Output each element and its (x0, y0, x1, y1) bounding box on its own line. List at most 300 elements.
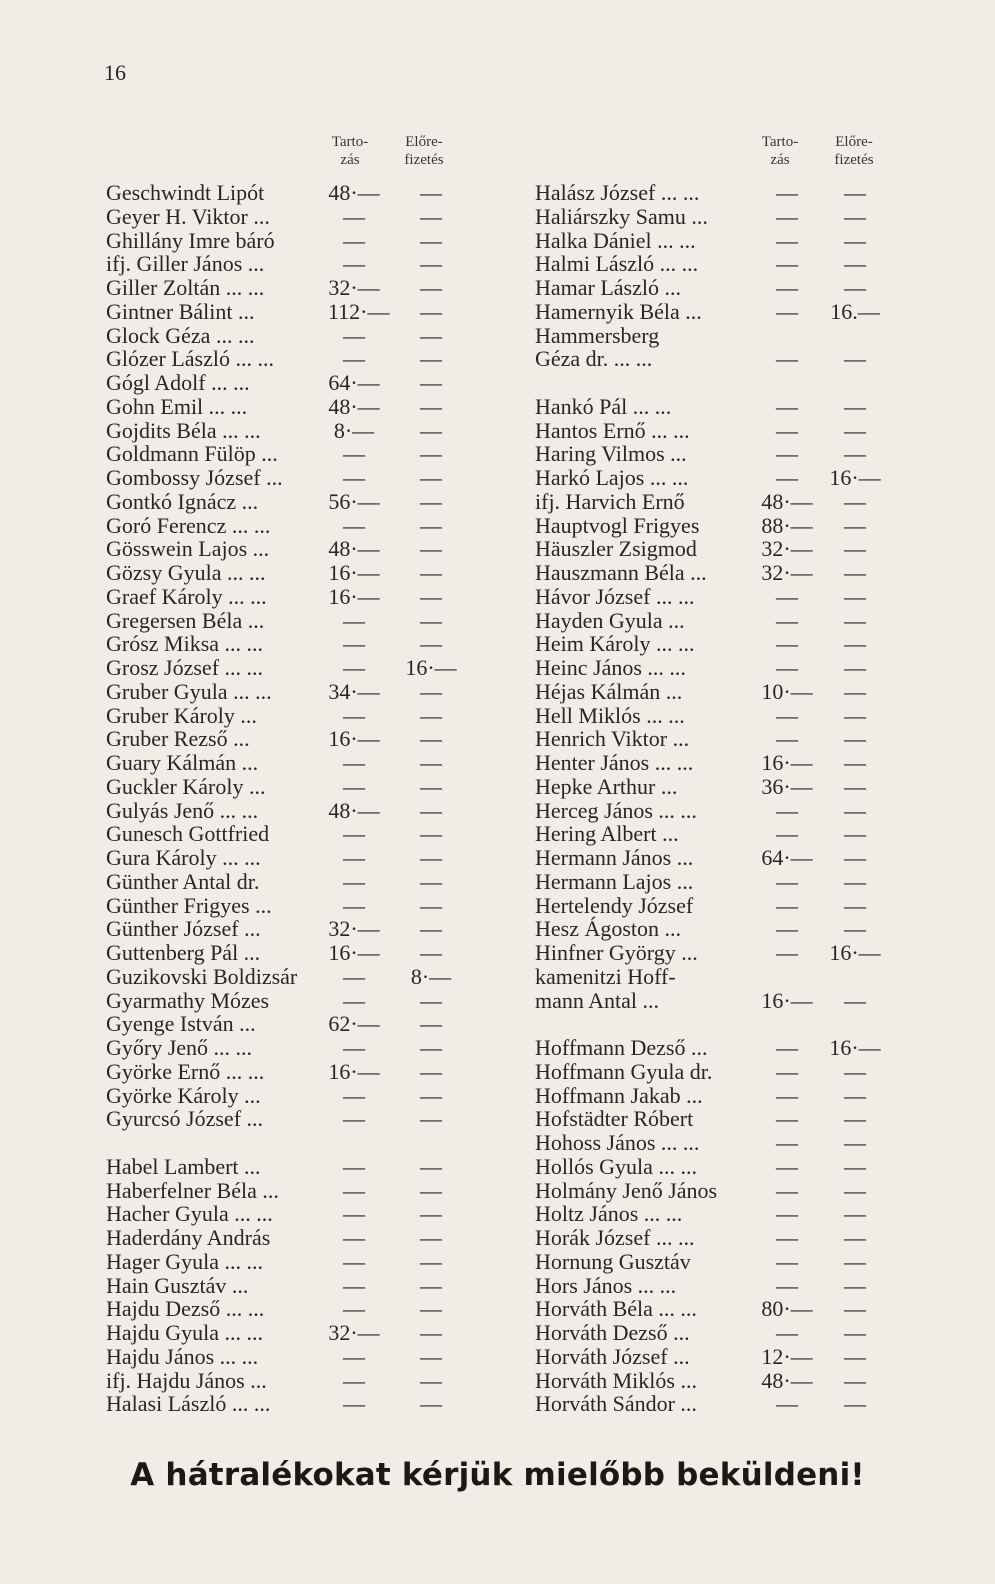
member-name: Hering Albert ... (535, 821, 679, 847)
member-name: Hesz Ágoston ... (535, 916, 682, 942)
member-name: Grosz József ... ... (106, 655, 264, 680)
tartozas-value: — (343, 773, 365, 799)
elofizetes-value: — (420, 987, 442, 1013)
right-member-list (535, 181, 925, 1416)
list-item (535, 1107, 925, 1131)
elofizetes-value: — (420, 773, 442, 799)
member-name: Gojdits Béla ... ... (106, 417, 261, 443)
tartozas-value: — (776, 1320, 798, 1345)
list-item (106, 1084, 506, 1108)
elofizetes-value: — (844, 678, 866, 704)
tartozas-value: — (343, 987, 365, 1013)
elofizetes-value: — (420, 702, 442, 728)
member-name: Halmi László ... ... (535, 251, 699, 277)
tartozas-value: — (776, 868, 798, 894)
tartozas-value: — (776, 1248, 798, 1274)
list-item (535, 1345, 925, 1369)
member-name: ifj. Harvich Ernő (535, 488, 685, 514)
list-item (106, 965, 506, 989)
list-item (106, 1250, 506, 1274)
header-text: fizetés (404, 152, 444, 168)
elofizetes-value: — (420, 1225, 442, 1250)
member-name: Horváth József ... (535, 1343, 690, 1369)
elofizetes-value: — (420, 1272, 442, 1298)
list-item (535, 1369, 925, 1393)
list-item (535, 704, 925, 728)
member-name: Gógl Adolf ... ... (106, 370, 250, 395)
member-name: Horváth Béla ... ... (535, 1296, 697, 1322)
tartozas-value: — (776, 892, 798, 918)
member-name: Hepke Arthur ... (535, 773, 678, 799)
member-name: Hajdu Gyula ... ... (106, 1320, 264, 1345)
header-right-tartozas (750, 133, 810, 169)
elofizetes-value: — (844, 892, 866, 918)
list-item (106, 941, 506, 965)
member-name: Gintner Bálint ... (106, 298, 255, 324)
elofizetes-value: — (844, 1130, 866, 1155)
elofizetes-value: — (420, 868, 442, 894)
member-name: Grósz Miksa ... ... (106, 631, 264, 657)
member-name: Hoffmann Dezső ... (535, 1035, 708, 1060)
member-name: Glózer László ... ... (106, 346, 274, 372)
tartozas-value: 32·— (761, 536, 813, 562)
header-text: fizetés (834, 152, 874, 168)
member-name: Győry Jenő ... ... (106, 1035, 253, 1060)
elofizetes-value: — (420, 821, 442, 847)
elofizetes-value: — (420, 797, 442, 823)
elofizetes-value: — (844, 512, 866, 538)
header-text: Előre- (835, 134, 873, 150)
elofizetes-value: — (420, 465, 442, 490)
list-item (535, 1036, 925, 1060)
list-item (106, 1321, 506, 1345)
member-name: Glock Géza ... ... (106, 322, 255, 348)
member-name: Hohoss János ... ... (535, 1130, 700, 1155)
footer-notice: A hátralékokat kérjük mielőbb beküldeni! (130, 1457, 865, 1493)
member-name: Günther Frigyes ... (106, 892, 272, 918)
tartozas-value: 32·— (761, 560, 813, 585)
list-item (106, 1107, 506, 1131)
tartozas-value: — (343, 1153, 365, 1179)
member-name: Györke Károly ... (106, 1082, 261, 1108)
member-name: Hermann Lajos ... (535, 868, 694, 894)
elofizetes-value: — (844, 631, 866, 657)
member-name: Györke Ernő ... ... (106, 1058, 265, 1084)
list-gap (106, 1131, 506, 1155)
tartozas-value: 64·— (328, 370, 380, 395)
member-name: Heinc János ... ... (535, 655, 686, 680)
list-item (535, 1155, 925, 1179)
list-item (106, 229, 506, 253)
list-item (535, 1202, 925, 1226)
elofizetes-value: — (420, 322, 442, 348)
member-name: Henrich Viktor ... (535, 726, 690, 752)
tartozas-value: — (776, 1391, 798, 1417)
member-name: Hávor József ... ... (535, 583, 695, 609)
tartozas-value: — (776, 631, 798, 657)
list-item (106, 466, 506, 490)
list-item (535, 989, 925, 1013)
elofizetes-value: — (844, 987, 866, 1013)
elofizetes-value: — (844, 1058, 866, 1084)
list-item (535, 252, 925, 276)
member-name: Gyarmathy Mózes (106, 987, 270, 1013)
elofizetes-value: — (420, 750, 442, 775)
elofizetes-value: — (420, 417, 442, 443)
list-item (535, 561, 925, 585)
member-name: Hell Miklós ... ... (535, 702, 685, 728)
tartozas-value: — (776, 203, 798, 229)
tartozas-value: 62·— (328, 1011, 380, 1037)
tartozas-value: — (776, 251, 798, 277)
list-item (106, 1155, 506, 1179)
elofizetes-value: 16·— (829, 940, 881, 965)
member-name: Gruber Károly ... (106, 702, 257, 728)
member-name: Günther Antal dr. (106, 868, 260, 894)
tartozas-value: 16·— (761, 750, 813, 775)
member-name: Gösswein Lajos ... (106, 536, 270, 562)
tartozas-value: — (343, 702, 365, 728)
list-item (106, 894, 506, 918)
tartozas-value: 8·— (333, 417, 375, 443)
elofizetes-value: — (844, 441, 866, 467)
elofizetes-value: — (420, 180, 442, 205)
list-item (106, 751, 506, 775)
elofizetes-value: — (844, 203, 866, 229)
list-item (535, 656, 925, 680)
list-item (535, 1321, 925, 1345)
elofizetes-value: — (844, 1272, 866, 1298)
tartozas-value: — (343, 1272, 365, 1298)
elofizetes-value: — (420, 892, 442, 918)
member-name: Ghillány Imre báró (106, 227, 275, 253)
tartozas-value: — (343, 655, 365, 680)
tartozas-value: — (343, 512, 365, 538)
member-name: Hertelendy József (535, 892, 694, 918)
elofizetes-value: — (844, 1177, 866, 1203)
list-item (106, 632, 506, 656)
member-name: Giller Zoltán ... ... (106, 275, 265, 300)
list-item (535, 1392, 925, 1416)
member-name: Hammersberg (535, 322, 660, 348)
elofizetes-value: 16·— (405, 655, 457, 680)
elofizetes-value: — (420, 1035, 442, 1060)
tartozas-value: 80·— (761, 1296, 813, 1322)
tartozas-value: — (343, 227, 365, 253)
list-item (535, 1250, 925, 1274)
member-name: Gruber Rezső ... (106, 726, 250, 752)
member-name: Hoffmann Jakab ... (535, 1082, 703, 1108)
elofizetes-value: 8·— (410, 963, 452, 989)
page-number: 16 (104, 60, 126, 85)
list-item (535, 347, 925, 371)
list-item (535, 537, 925, 561)
elofizetes-value: — (844, 1343, 866, 1369)
header-text: zás (340, 152, 360, 168)
list-item (535, 941, 925, 965)
list-item (106, 181, 506, 205)
tartozas-value: — (343, 1082, 365, 1108)
list-item (535, 324, 925, 348)
tartozas-value: — (343, 322, 365, 348)
tartozas-value: — (776, 298, 798, 324)
elofizetes-value: — (844, 275, 866, 300)
tartozas-value: — (776, 940, 798, 965)
tartozas-value: 16·— (328, 583, 380, 609)
tartozas-value: — (343, 1343, 365, 1369)
elofizetes-value: — (844, 583, 866, 609)
list-item (535, 300, 925, 324)
member-name: Guary Kálmán ... (106, 750, 259, 775)
member-name: Gura Károly ... ... (106, 845, 261, 870)
elofizetes-value: — (844, 560, 866, 585)
member-name: Horváth Miklós ... (535, 1367, 697, 1393)
header-text: zás (770, 152, 790, 168)
tartozas-value: — (776, 821, 798, 847)
elofizetes-value: — (420, 1296, 442, 1322)
list-item (106, 395, 506, 419)
list-item (106, 870, 506, 894)
member-name: Hamar László ... (535, 275, 681, 300)
tartozas-value: — (343, 1177, 365, 1203)
member-name: Horák József ... ... (535, 1225, 695, 1250)
elofizetes-value: — (420, 607, 442, 633)
tartozas-value: — (776, 1177, 798, 1203)
member-name: Guzikovski Boldizsár (106, 963, 298, 989)
member-name: Hain Gusztáv ... (106, 1272, 249, 1298)
elofizetes-value: — (420, 940, 442, 965)
tartozas-value: — (776, 1153, 798, 1179)
tartozas-value: — (343, 1367, 365, 1393)
member-name: Hager Gyula ... ... (106, 1248, 264, 1274)
member-name: Goró Ferencz ... ... (106, 512, 271, 538)
elofizetes-value: — (844, 607, 866, 633)
elofizetes-value: — (420, 275, 442, 300)
list-item (535, 1179, 925, 1203)
list-item (535, 181, 925, 205)
member-name: Herceg János ... ... (535, 797, 697, 823)
list-item (106, 1179, 506, 1203)
tartozas-value: 16·— (328, 726, 380, 752)
list-item (106, 680, 506, 704)
list-item (106, 1036, 506, 1060)
elofizetes-value: — (844, 1391, 866, 1417)
member-name: Häuszler Zsigmod (535, 536, 697, 562)
tartozas-value: — (343, 845, 365, 870)
elofizetes-value: — (420, 678, 442, 704)
member-name: kamenitzi Hoff- (535, 963, 676, 989)
elofizetes-value: — (844, 1296, 866, 1322)
member-name: Horváth Dezső ... (535, 1320, 690, 1345)
elofizetes-value: — (420, 1248, 442, 1274)
elofizetes-value: — (420, 1343, 442, 1369)
tartozas-value: — (343, 1225, 365, 1250)
member-name: Heim Károly ... ... (535, 631, 695, 657)
elofizetes-value: — (844, 1320, 866, 1345)
list-item (535, 799, 925, 823)
tartozas-value: 48·— (761, 488, 813, 514)
elofizetes-value: — (844, 1082, 866, 1108)
tartozas-value: — (776, 393, 798, 419)
member-name: Hoffmann Gyula dr. (535, 1058, 713, 1084)
list-item (535, 229, 925, 253)
elofizetes-value: — (420, 1058, 442, 1084)
tartozas-value: — (343, 607, 365, 633)
elofizetes-value: — (844, 750, 866, 775)
tartozas-value: 36·— (761, 773, 813, 799)
tartozas-value: — (343, 251, 365, 277)
left-member-list (106, 181, 506, 1416)
elofizetes-value: — (420, 1391, 442, 1417)
tartozas-value: — (343, 465, 365, 490)
tartozas-value: — (776, 227, 798, 253)
list-item (535, 205, 925, 229)
elofizetes-value: — (420, 346, 442, 372)
elofizetes-value: — (420, 1367, 442, 1393)
elofizetes-value: — (420, 1177, 442, 1203)
tartozas-value: — (776, 583, 798, 609)
member-name: Gunesch Gottfried (106, 821, 270, 847)
list-item (535, 965, 925, 989)
tartozas-value: — (776, 1272, 798, 1298)
tartozas-value: — (343, 1248, 365, 1274)
tartozas-value: — (343, 1391, 365, 1417)
member-name: Gontkó Ignácz ... (106, 488, 259, 514)
header-text: Tarto- (331, 134, 369, 150)
header-left-elofizetes (388, 133, 460, 169)
elofizetes-value: — (844, 180, 866, 205)
member-name: Guckler Károly ... (106, 773, 266, 799)
list-item (106, 442, 506, 466)
tartozas-value: 32·— (328, 1320, 380, 1345)
elofizetes-value: — (844, 726, 866, 752)
list-item (535, 395, 925, 419)
member-name: Harkó Lajos ... ... (535, 465, 689, 490)
member-name: Gulyás Jenő ... ... (106, 797, 259, 823)
list-item (106, 846, 506, 870)
tartozas-value: 32·— (328, 275, 380, 300)
member-name: Goldmann Fülöp ... (106, 441, 278, 467)
elofizetes-value: — (420, 441, 442, 467)
tartozas-value: — (776, 1225, 798, 1250)
list-item (535, 727, 925, 751)
list-item (535, 846, 925, 870)
tartozas-value: — (776, 797, 798, 823)
list-item (106, 514, 506, 538)
elofizetes-value: 16·— (829, 465, 881, 490)
elofizetes-value: — (420, 916, 442, 942)
tartozas-value: — (776, 1058, 798, 1084)
elofizetes-value: — (844, 393, 866, 419)
list-item (106, 585, 506, 609)
tartozas-value: — (776, 916, 798, 942)
member-name: Héjas Kálmán ... (535, 678, 683, 704)
list-item (106, 704, 506, 728)
member-name: ifj. Giller János ... (106, 251, 265, 277)
elofizetes-value: — (420, 560, 442, 585)
tartozas-value: — (776, 275, 798, 300)
list-item (535, 276, 925, 300)
elofizetes-value: — (844, 1153, 866, 1179)
elofizetes-value: — (844, 536, 866, 562)
member-name: Hajdu János ... ... (106, 1343, 259, 1369)
elofizetes-value: — (420, 1201, 442, 1227)
tartozas-value: — (343, 892, 365, 918)
list-item (106, 347, 506, 371)
list-item (535, 1060, 925, 1084)
member-name: Hacher Gyula ... ... (106, 1201, 273, 1227)
tartozas-value: — (343, 963, 365, 989)
list-item (535, 870, 925, 894)
list-item (106, 1297, 506, 1321)
elofizetes-value: — (420, 227, 442, 253)
member-name: Gregersen Béla ... (106, 607, 265, 633)
list-item (106, 561, 506, 585)
tartozas-value: 16·— (328, 940, 380, 965)
elofizetes-value: — (844, 488, 866, 514)
list-item (106, 822, 506, 846)
elofizetes-value: — (420, 1082, 442, 1108)
elofizetes-value: — (844, 797, 866, 823)
tartozas-value: 16·— (328, 560, 380, 585)
tartozas-value: — (343, 1106, 365, 1132)
list-item (106, 656, 506, 680)
list-item (106, 205, 506, 229)
elofizetes-value: 16·— (829, 1035, 881, 1060)
elofizetes-value: — (420, 536, 442, 562)
elofizetes-value: — (420, 1011, 442, 1037)
list-item (106, 371, 506, 395)
member-name: Hauptvogl Frigyes (535, 512, 700, 538)
member-name: Guttenberg Pál ... (106, 940, 261, 965)
tartozas-value: 48·— (328, 393, 380, 419)
list-item (106, 1369, 506, 1393)
elofizetes-value: — (420, 1153, 442, 1179)
header-text: Tarto- (761, 134, 799, 150)
tartozas-value: 88·— (761, 512, 813, 538)
member-name: Halász József ... ... (535, 180, 700, 205)
tartozas-value: — (776, 1201, 798, 1227)
tartozas-value: 48·— (328, 536, 380, 562)
elofizetes-value: — (844, 773, 866, 799)
list-item (535, 1084, 925, 1108)
list-item (106, 324, 506, 348)
elofizetes-value: — (420, 298, 442, 324)
elofizetes-value: — (844, 417, 866, 443)
list-item (535, 419, 925, 443)
tartozas-value: — (776, 1106, 798, 1132)
tartozas-value: — (776, 465, 798, 490)
list-item (106, 300, 506, 324)
list-item (535, 609, 925, 633)
tartozas-value: — (776, 726, 798, 752)
tartozas-value: 10·— (761, 678, 813, 704)
list-item (106, 1345, 506, 1369)
list-item (106, 1202, 506, 1226)
member-name: Hayden Gyula ... (535, 607, 685, 633)
tartozas-value: — (776, 702, 798, 728)
elofizetes-value: — (420, 726, 442, 752)
member-name: mann Antal ... (535, 987, 660, 1013)
elofizetes-value: — (420, 845, 442, 870)
elofizetes-value: — (420, 583, 442, 609)
list-item (106, 537, 506, 561)
member-name: Gruber Gyula ... ... (106, 678, 272, 704)
list-item (106, 276, 506, 300)
elofizetes-value: — (420, 393, 442, 419)
member-name: Haderdány András (106, 1225, 271, 1250)
elofizetes-value: — (844, 655, 866, 680)
